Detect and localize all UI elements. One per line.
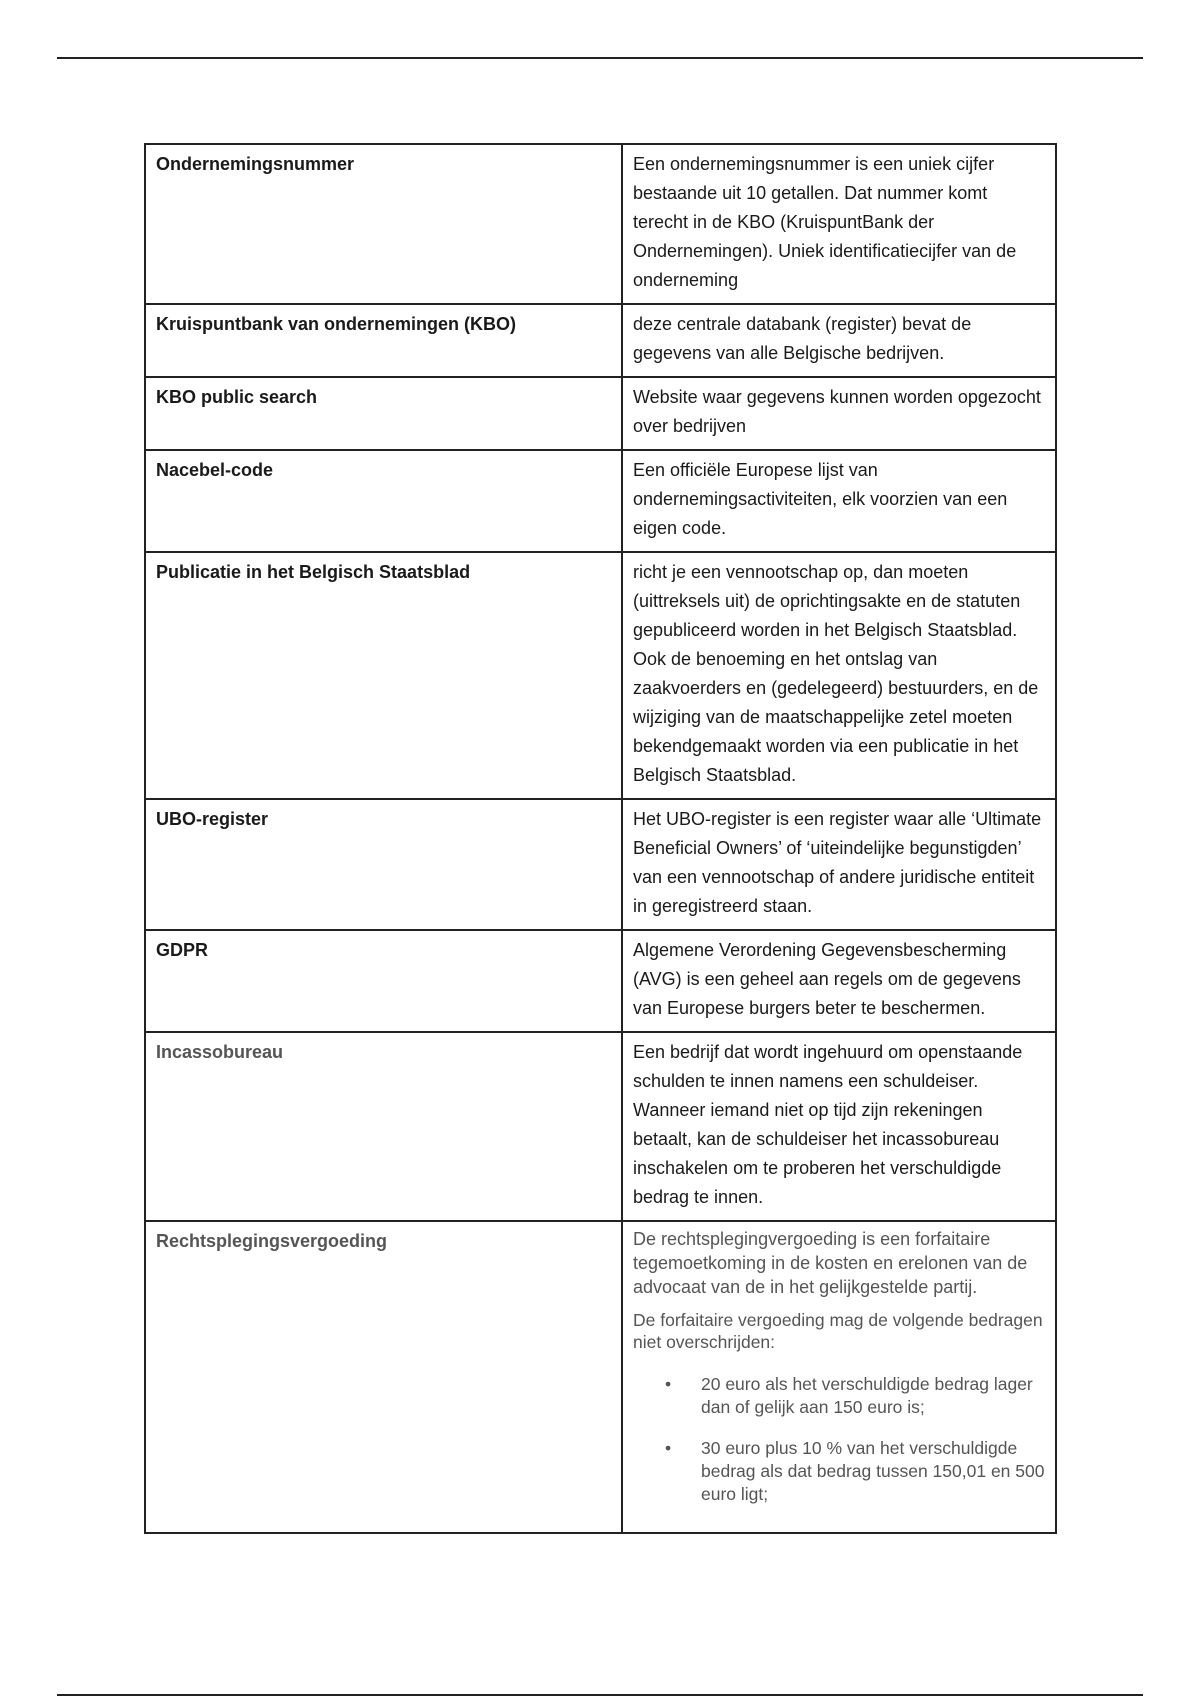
- list-item: [665, 1373, 1045, 1419]
- table-row: [145, 377, 1056, 450]
- table-row: [145, 930, 1056, 1032]
- definition-cell: Een ondernemingsnummer is een uniek cijfer bestaande uit 10 getallen. Dat nummer komt terecht in de KBO (KruispuntBank der Ondernemingen). Uniek identificatiecijfer van de onderneming: [622, 144, 1056, 304]
- glossary-table: [144, 143, 1057, 1534]
- definition-cell: [622, 1221, 1056, 1533]
- term-cell: Publicatie in het Belgisch Staatsblad: [145, 552, 622, 799]
- definition-cell: Een bedrijf dat wordt ingehuurd om openstaande schulden te innen namens een schuldeiser. Wanneer iemand niet op tijd zijn rekeningen betaalt, kan de schuldeiser het incassobureau inschakelen om te proberen het verschuldigde bedrag te innen.: [622, 1032, 1056, 1221]
- definition-cell: Algemene Verordening Gegevensbescherming (AVG) is een geheel aan regels om de gegevens van Europese burgers beter te beschermen.: [622, 930, 1056, 1032]
- table-row: [145, 304, 1056, 377]
- table-row: [145, 1221, 1056, 1533]
- definition-cell: Een officiële Europese lijst van ondernemingsactiviteiten, elk voorzien van een eigen code.: [622, 450, 1056, 552]
- list-item-text: 20 euro als het verschuldigde bedrag lager dan of gelijk aan 150 euro is;: [701, 1374, 1033, 1417]
- term-cell: Incassobureau: [145, 1032, 622, 1221]
- table-row: [145, 450, 1056, 552]
- bullet-icon: •: [665, 1438, 672, 1458]
- header-rule: [57, 57, 1143, 59]
- amounts-list: [633, 1373, 1045, 1506]
- list-item-text: 30 euro plus 10 % van het verschuldigde bedrag als dat bedrag tussen 150,01 en 500 euro ligt;: [701, 1438, 1045, 1504]
- bullet-icon: •: [665, 1374, 672, 1394]
- definition-cell: Het UBO-register is een register waar alle ‘Ultimate Beneficial Owners’ of ‘uiteindelijke begunstigden’ van een vennootschap of andere juridische entiteit in geregistreerd staan.: [622, 799, 1056, 930]
- term-cell: Rechtsplegingsvergoeding: [145, 1221, 622, 1533]
- table-row: [145, 1032, 1056, 1221]
- term-cell: KBO public search: [145, 377, 622, 450]
- definition-cell: deze centrale databank (register) bevat de gegevens van alle Belgische bedrijven.: [622, 304, 1056, 377]
- table-row: [145, 552, 1056, 799]
- footer-rule: [57, 1694, 1143, 1696]
- term-cell: UBO-register: [145, 799, 622, 930]
- list-item: [665, 1437, 1045, 1506]
- definition-lead: De forfaitaire vergoeding mag de volgende bedragen niet overschrijden:: [633, 1310, 1043, 1352]
- definition-intro: De rechtsplegingvergoeding is een forfaitaire tegemoetkoming in de kosten en erelonen van de advocaat van de in het gelijkgestelde partij.: [633, 1229, 1028, 1297]
- table-row: [145, 144, 1056, 304]
- term-cell: GDPR: [145, 930, 622, 1032]
- definition-cell: richt je een vennootschap op, dan moeten (uittreksels uit) de oprichtingsakte en de statuten gepubliceerd worden in het Belgisch Staatsblad. Ook de benoeming en het ontslag van zaakvoerders en (gedelegeerd) bestuurders, en de wijziging van de maatschappelijke zetel moeten bekendgemaakt worden via een publicatie in het Belgisch Staatsblad.: [622, 552, 1056, 799]
- term-cell: Kruispuntbank van ondernemingen (KBO): [145, 304, 622, 377]
- definition-cell: Website waar gegevens kunnen worden opgezocht over bedrijven: [622, 377, 1056, 450]
- term-cell: Nacebel-code: [145, 450, 622, 552]
- term-cell: Ondernemingsnummer: [145, 144, 622, 304]
- table-row: [145, 799, 1056, 930]
